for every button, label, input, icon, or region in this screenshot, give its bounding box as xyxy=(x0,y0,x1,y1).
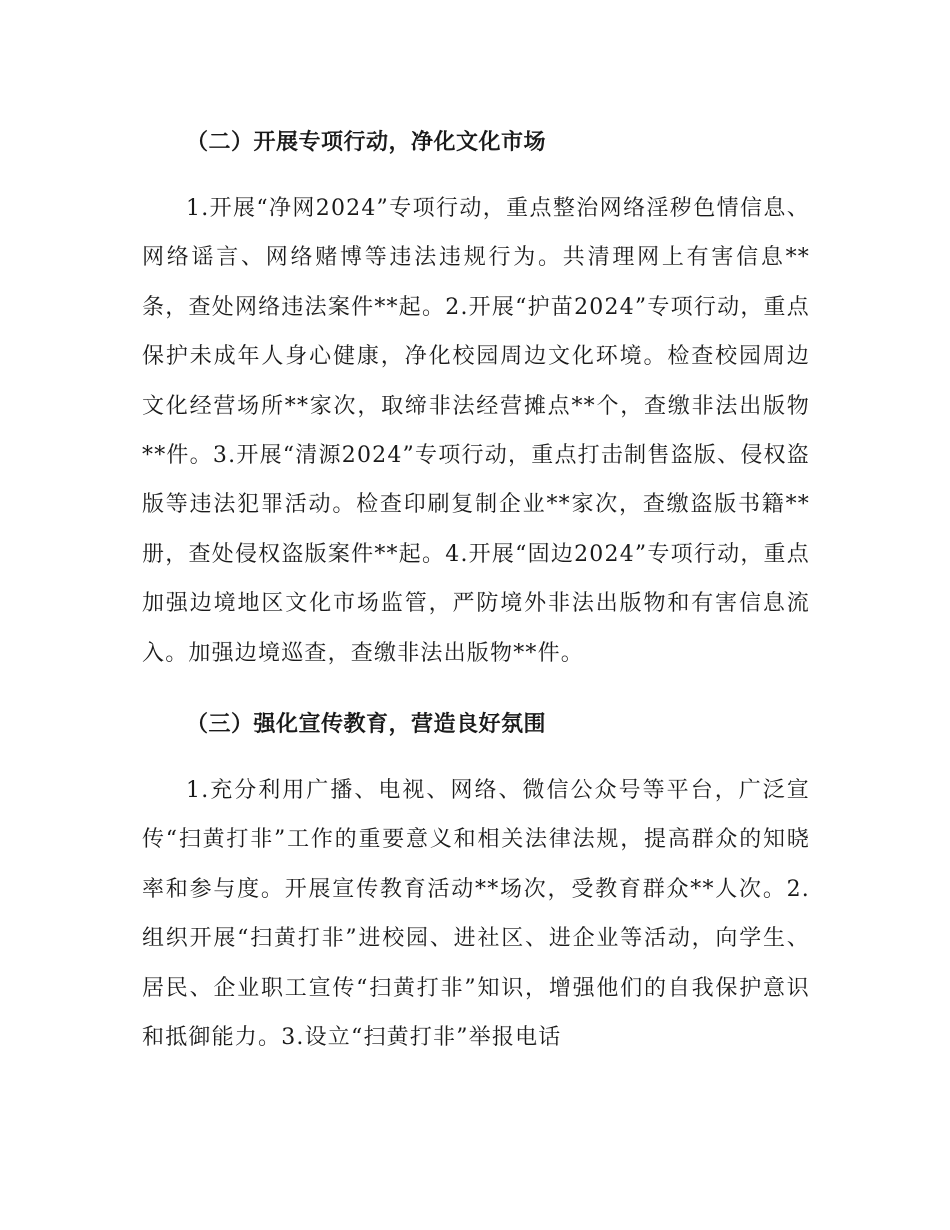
document-body xyxy=(142,118,810,1063)
section-heading-3: （三）强化宣传教育，营造良好氛围 xyxy=(186,712,547,738)
section-paragraph-2: 1.开展“净网2024”专项行动，重点整治网络淫秽色情信息、网络谣言、网络赌博等违法违规行为。共清理网上有害信息**条，查处网络违法案件**起。2.开展“护苗2024”专项行动，重点保护未成年人身心健康，净化校园周边文化环境。检查校园周边文化经营场所**家次，取缔非法经营摊点**个，查缴非法出版物**件。3.开展“清源2024”专项行动，重点打击制售盗版、侵权盗版等违法犯罪活动。检查印刷复制企业**家次，查缴盗版书籍**册，查处侵权盗版案件**起。4.开展“固边2024”专项行动，重点加强边境地区文化市场监管，严防境外非法出版物和有害信息流入。加强边境巡查，查缴非法出版物**件。 xyxy=(142,196,810,666)
section-heading-2: （二）开展专项行动，净化文化市场 xyxy=(186,130,547,155)
section-paragraph-3: 1.充分利用广播、电视、网络、微信公众号等平台，广泛宣传“扫黄打非”工作的重要意义和相关法律法规，提高群众的知晓率和参与度。开展宣传教育活动**场次，受教育群众**人次。2.组织开展“扫黄打非”进校园、进社区、进企业等活动，向学生、居民、企业职工宣传“扫黄打非”知识，增强他们的自我保护意识和抵御能力。3.设立“扫黄打非”举报电话 xyxy=(142,778,810,1051)
